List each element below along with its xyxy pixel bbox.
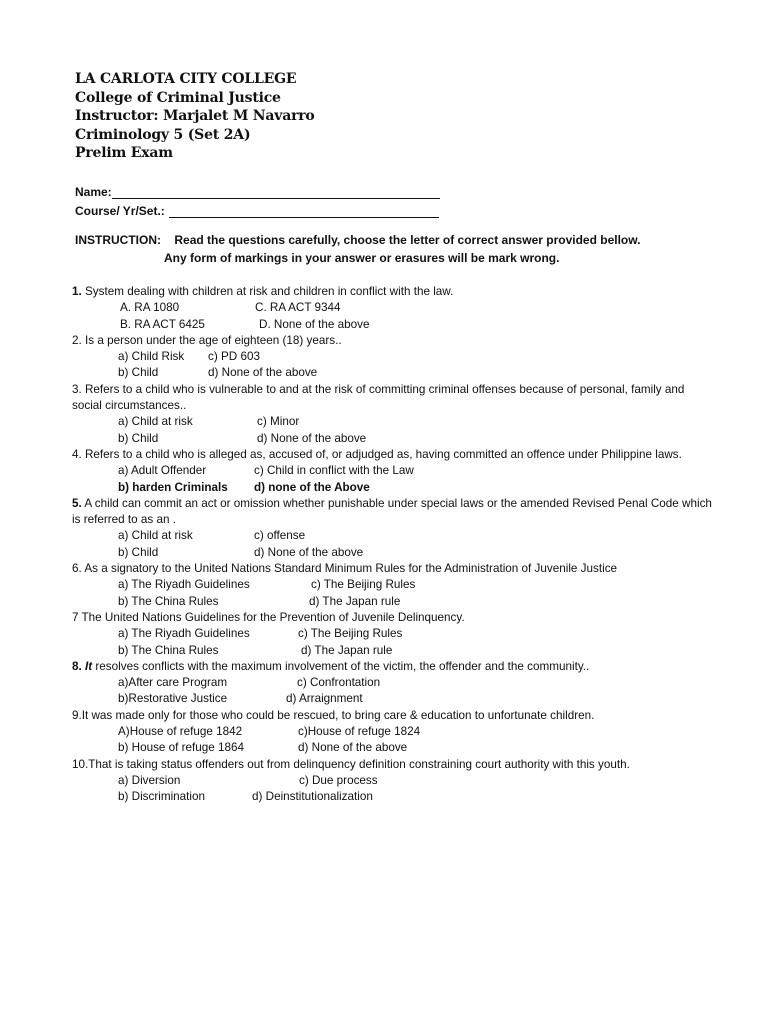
- answer-option[interactable]: b) House of refuge 1864: [118, 741, 245, 755]
- question-item: [72, 496, 712, 561]
- answer-option[interactable]: c) Confrontation: [297, 676, 381, 690]
- instructor-name: Instructor: Marjalet M Navarro: [75, 108, 315, 124]
- question-body: 2. Is a person under the age of eighteen (18) years..: [72, 333, 342, 347]
- question-item: [72, 708, 712, 757]
- department-name: College of Criminal Justice: [75, 89, 281, 106]
- question-body: 3. Refers to a child who is vulnerable to and at the risk of committing criminal offenses because of personal, family and social circumstances..: [72, 382, 685, 413]
- answer-option[interactable]: d) None of the above: [257, 431, 367, 445]
- question-body: 6. As a signatory to the United Nations Standard Minimum Rules for the Administration of Juvenile Justice: [72, 562, 618, 576]
- answer-option[interactable]: c) Child in conflict with the Law: [254, 464, 414, 478]
- course-title: Criminology 5 (Set 2A): [75, 126, 251, 143]
- answer-option[interactable]: c) offense: [254, 529, 306, 543]
- course-blank-line[interactable]: [169, 205, 439, 218]
- option-row: [72, 643, 712, 659]
- option-row: [72, 626, 712, 642]
- answer-option[interactable]: b) The China Rules: [118, 594, 219, 608]
- question-body: 7 The United Nations Guidelines for the Prevention of Juvenile Delinquency.: [72, 610, 465, 624]
- answer-option[interactable]: c) The Beijing Rules: [311, 578, 416, 592]
- answer-option[interactable]: a) Diversion: [118, 773, 181, 787]
- student-fields: [75, 180, 440, 218]
- question-item: [72, 757, 712, 806]
- college-name: LA CARLOTA CITY COLLEGE: [75, 71, 297, 87]
- question-body: A child can commit an act or omission whether punishable under special laws or the amended Revised Penal Code which is referred to as an .: [72, 496, 712, 527]
- question-item: [72, 382, 712, 447]
- answer-option[interactable]: b) harden Criminals: [118, 480, 228, 494]
- question-text: [72, 659, 712, 675]
- option-row: [72, 724, 712, 740]
- name-blank-line[interactable]: [112, 186, 440, 199]
- answer-option[interactable]: d) Arraignment: [286, 692, 363, 706]
- answer-option[interactable]: c)House of refuge 1824: [298, 725, 421, 739]
- answer-option[interactable]: c) Due process: [299, 773, 378, 787]
- exam-title: Prelim Exam: [75, 145, 173, 161]
- instruction-label: INSTRUCTION:: [75, 233, 161, 247]
- answer-option[interactable]: c) The Beijing Rules: [298, 627, 403, 641]
- instruction-block: [75, 231, 640, 267]
- question-body: System dealing with children at risk and children in conflict with the law.: [81, 285, 454, 298]
- question-text: [72, 333, 712, 349]
- question-item: [72, 284, 712, 333]
- instruction-line-2: Any form of markings in your answer or erasures will be mark wrong.: [164, 251, 560, 265]
- option-row: [72, 317, 712, 333]
- answer-option[interactable]: a) The Riyadh Guidelines: [118, 627, 250, 641]
- question-text: [72, 382, 712, 415]
- question-list: [72, 284, 712, 806]
- answer-option[interactable]: d) None of the above: [208, 366, 318, 380]
- answer-option[interactable]: C. RA ACT 9344: [255, 301, 341, 315]
- answer-option[interactable]: b) Child: [118, 366, 159, 380]
- option-row: [72, 480, 712, 496]
- question-italic-word: It: [85, 659, 93, 673]
- option-row: [72, 773, 712, 789]
- question-item: [72, 659, 712, 708]
- option-row: [72, 300, 712, 316]
- question-text: [72, 561, 712, 577]
- answer-option[interactable]: b) Child: [118, 545, 159, 559]
- answer-option[interactable]: d) The Japan rule: [309, 594, 401, 608]
- answer-option[interactable]: a) The Riyadh Guidelines: [118, 578, 250, 592]
- question-text: [72, 284, 712, 300]
- option-row: [72, 594, 712, 610]
- answer-option[interactable]: b)Restorative Justice: [118, 692, 228, 706]
- option-row: [72, 675, 712, 691]
- question-body: 4. Refers to a child who is alleged as, accused of, or adjudged as, having committed an offence under Philippine laws.: [72, 447, 682, 461]
- option-row: [72, 740, 712, 756]
- answer-option[interactable]: d) none of the Above: [254, 480, 370, 494]
- name-field-row: [75, 180, 440, 199]
- question-item: [72, 561, 712, 610]
- question-number: 8.: [72, 659, 82, 673]
- answer-option[interactable]: c) Minor: [257, 415, 300, 429]
- question-number: 5.: [72, 496, 82, 510]
- answer-option[interactable]: d) The Japan rule: [301, 643, 393, 657]
- exam-header: [75, 70, 315, 163]
- answer-option[interactable]: c) PD 603: [208, 350, 260, 364]
- option-row: [72, 528, 712, 544]
- option-row: [72, 431, 712, 447]
- course-field-row: [75, 199, 440, 218]
- option-row: [72, 577, 712, 593]
- answer-option[interactable]: a) Adult Offender: [118, 464, 207, 478]
- question-body: 9.It was made only for those who could be rescued, to bring care & education to unfortunate children.: [72, 708, 595, 722]
- answer-option[interactable]: B. RA ACT 6425: [120, 317, 205, 331]
- option-row: [72, 365, 712, 381]
- option-row: [72, 414, 712, 430]
- question-text: [72, 447, 712, 463]
- instruction-line-1: Read the questions carefully, choose the letter of correct answer provided bellow.: [174, 233, 641, 247]
- question-item: [72, 610, 712, 659]
- option-row: [72, 349, 712, 365]
- option-row: [72, 691, 712, 707]
- answer-option[interactable]: d) None of the above: [254, 545, 364, 559]
- answer-option[interactable]: a) Child Risk: [118, 350, 185, 364]
- answer-option[interactable]: d) None of the above: [298, 741, 408, 755]
- course-label: Course/ Yr/Set.:: [75, 204, 165, 218]
- answer-option[interactable]: a) Child at risk: [118, 415, 193, 429]
- answer-option[interactable]: d) Deinstitutionalization: [252, 790, 373, 804]
- answer-option[interactable]: a) Child at risk: [118, 529, 193, 543]
- question-item: [72, 333, 712, 382]
- name-label: Name:: [75, 185, 112, 199]
- answer-option[interactable]: A)House of refuge 1842: [118, 725, 243, 739]
- answer-option[interactable]: b) The China Rules: [118, 643, 219, 657]
- question-text: [72, 610, 712, 626]
- question-number: 1.: [72, 285, 82, 298]
- answer-option[interactable]: a)After care Program: [118, 676, 228, 690]
- answer-option[interactable]: b) Child: [118, 431, 159, 445]
- question-body: resolves conflicts with the maximum involvement of the victim, the offender and the community..: [92, 659, 590, 673]
- question-text: [72, 757, 712, 773]
- answer-option[interactable]: D. None of the above: [259, 317, 370, 331]
- option-row: [72, 463, 712, 479]
- option-row: [72, 545, 712, 561]
- question-text: [72, 708, 712, 724]
- option-row: [72, 789, 712, 805]
- question-body: 10.That is taking status offenders out from delinquency definition constraining court authority with this youth.: [72, 757, 630, 771]
- question-text: [72, 496, 712, 529]
- answer-option[interactable]: b) Discrimination: [118, 790, 206, 804]
- question-item: [72, 447, 712, 496]
- answer-option[interactable]: A. RA 1080: [120, 301, 180, 315]
